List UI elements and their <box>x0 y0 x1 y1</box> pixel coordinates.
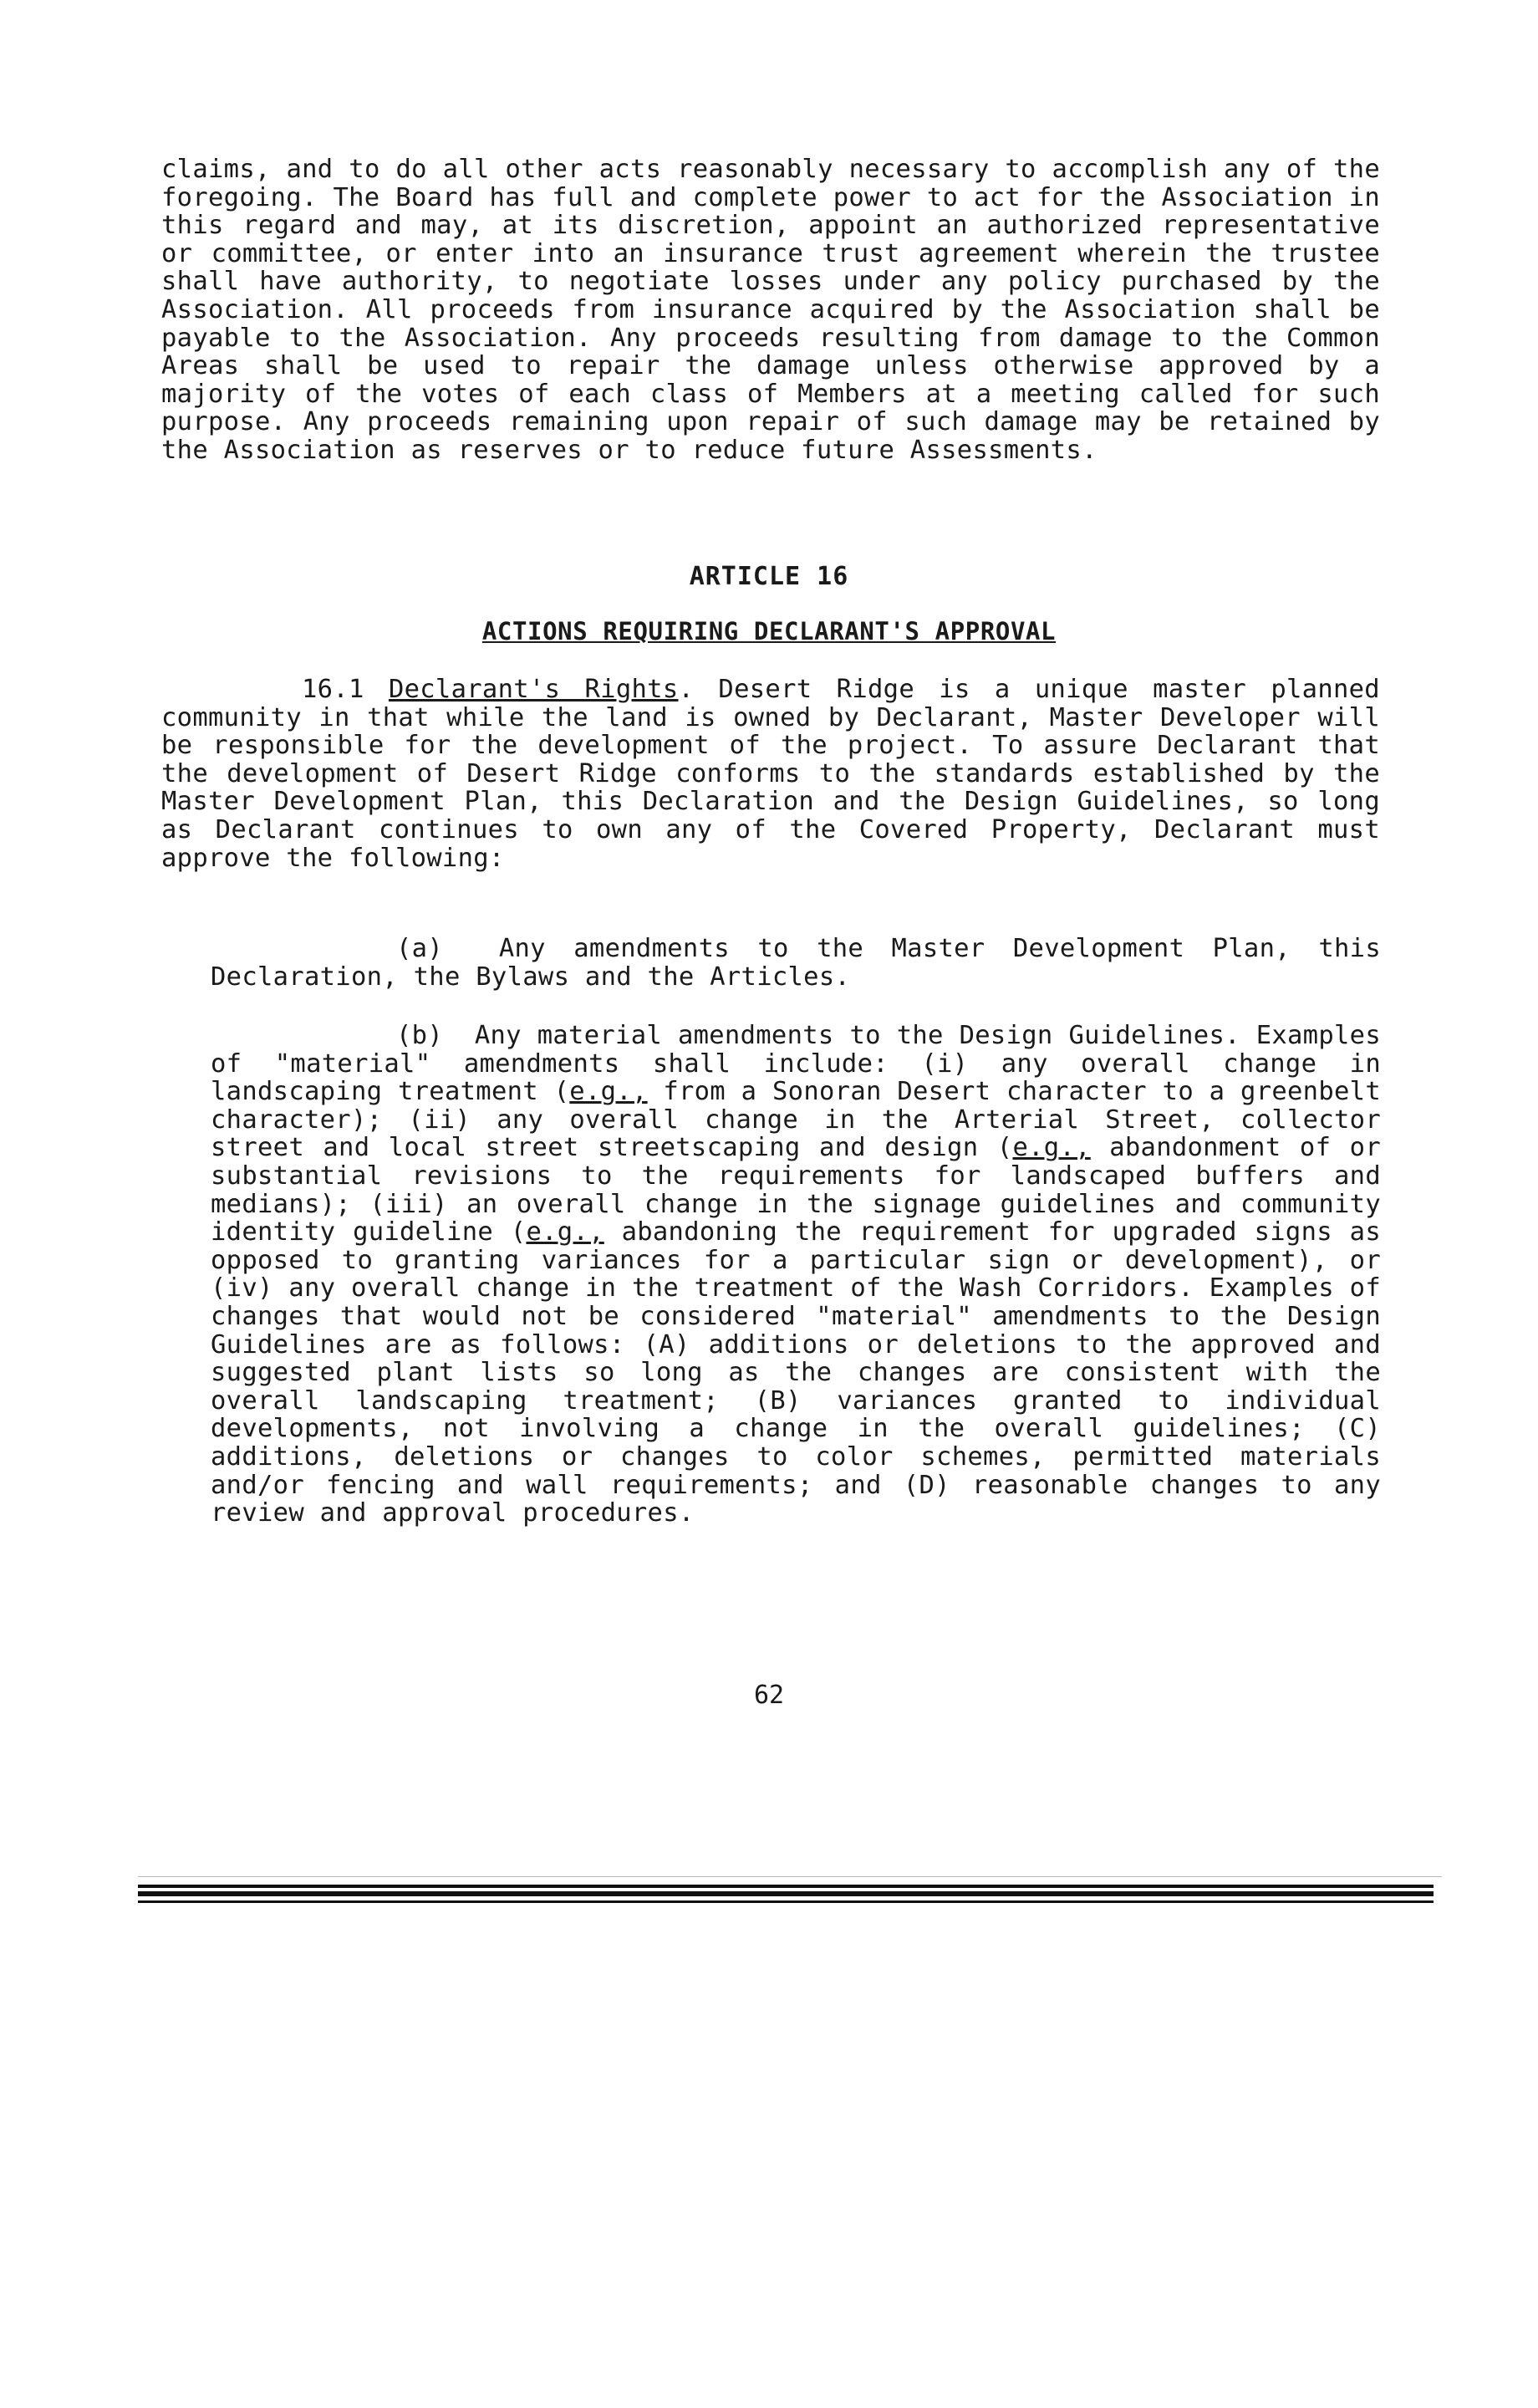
eg-3: e.g., <box>526 1217 604 1247</box>
eg-1: e.g., <box>569 1077 648 1107</box>
article-number: ARTICLE 16 <box>689 562 849 591</box>
scan-rule-bottom <box>138 1900 1434 1903</box>
item-b-text-2: from a Sonoran Desert character to a greenbelt character); (ii) any overall change in the Arterial Street, collector street and local street streetscaping and design ( <box>211 1077 1381 1163</box>
item-b <box>211 1022 1381 1528</box>
page-number: 62 <box>753 1681 785 1710</box>
scan-rule-top <box>138 1885 1434 1888</box>
paragraph-insurance-proceeds: claims, and to do all other acts reasonably necessary to accomplish any of the foregoing. The Board has full and complete power to act for the Association in this regard and may, at its discretion, appoint an authorized representative or committee, or enter into an insurance trust agreement wherein the trustee shall have authority, to negotiate losses under any policy purchased by the Association. All proceeds from insurance acquired by the Association shall be payable to the Association. Any proceeds resulting from damage to the Common Areas shall be used to repair the damage unless otherwise approved by a majority of the votes of each class of Members at a meeting called for such purpose. Any proceeds remaining upon repair of such damage may be retained by the Association as reserves or to reduce future Assessments. <box>161 155 1380 465</box>
section-text: . Desert Ridge is a unique master planned community in that while the land is owned by Declarant, Master Developer will be responsible for the development of the project. To assure Declarant that the development of Desert Ridge conforms to the standards established by the Master Development Plan, this Declaration and the Design Guidelines, so long as Declarant continues to own any of the Covered Property, Declarant must approve the following: <box>161 675 1380 873</box>
eg-2: e.g., <box>1012 1133 1091 1163</box>
scan-line-faint <box>138 1876 1442 1877</box>
item-b-text-4: abandoning the requirement for upgraded signs as opposed to granting variances for a particular sign or development), or (iv) any overall change in the treatment of the Wash Corridors. Examples of changes that would not be considered "material" amendments to the Design Guidelines are as follows: (A) additions or deletions to the approved and suggested plant lists so long as the changes are consistent with the overall landscaping treatment; (B) variances granted to individual developments, not involving a change in the overall guidelines; (C) additions, deletions or changes to color schemes, permitted materials and/or fencing and wall requirements; and (D) reasonable changes to any review and approval procedures. <box>211 1217 1381 1528</box>
item-a <box>211 935 1381 991</box>
item-b-label: (b) <box>396 1021 443 1050</box>
article-title: ACTIONS REQUIRING DECLARANT'S APPROVAL <box>481 617 1057 645</box>
section-heading: Declarant's Rights <box>388 675 679 704</box>
item-a-text: Any amendments to the Master Development Plan, this Declaration, the Bylaws and the Articles. <box>211 934 1381 992</box>
section-16-1 <box>161 676 1380 872</box>
item-a-label: (a) <box>396 934 443 963</box>
section-number: 16.1 <box>302 675 364 704</box>
item-b-text-3: abandonment of or substantial revisions to the requirements for landscaped buffers and medians); (iii) an overall change in the signage guidelines and community identity guideline ( <box>211 1133 1381 1247</box>
item-b-text-1: Any material amendments to the Design Guidelines. Examples of "material" amendments shall include: (i) any overall change in landscaping treatment ( <box>211 1021 1381 1107</box>
scan-rule-middle <box>138 1891 1434 1896</box>
